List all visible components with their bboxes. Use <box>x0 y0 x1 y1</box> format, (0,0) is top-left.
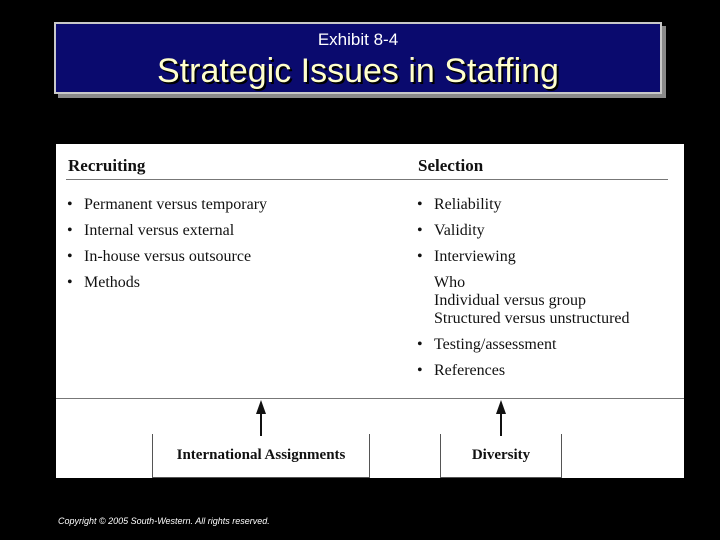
list-item: • Internal versus external <box>66 218 267 244</box>
list-item: • References <box>416 358 556 384</box>
selection-list-continued <box>416 332 556 384</box>
selection-heading: Selection <box>418 156 484 175</box>
list-item: • Methods <box>66 270 267 296</box>
recruiting-heading: Recruiting <box>68 156 146 175</box>
arrow-shaft <box>260 412 262 436</box>
list-item: • Permanent versus temporary <box>66 192 267 218</box>
diversity-box <box>440 434 562 478</box>
list-item-label: Interviewing <box>434 248 516 265</box>
sub-item: Individual versus group <box>434 292 586 309</box>
recruiting-list <box>66 192 267 296</box>
international-assignments-label: International Assignments <box>176 447 346 463</box>
exhibit-number: Exhibit 8-4 <box>317 30 399 49</box>
copyright-notice: Copyright © 2005 South-Western. All rights reserved. <box>58 516 270 526</box>
interviewing-sublist <box>416 272 630 328</box>
title-banner <box>54 22 662 94</box>
header-divider <box>66 179 668 180</box>
sub-item: Who <box>434 274 466 291</box>
diversity-label: Diversity <box>471 447 531 463</box>
list-item <box>416 244 516 270</box>
bottom-divider <box>56 398 684 399</box>
list-item: • Validity <box>416 218 516 244</box>
arrow-shaft <box>500 412 502 436</box>
page-title: Strategic Issues in Staffing <box>157 52 559 90</box>
list-item: • Testing/assessment <box>416 332 556 358</box>
international-assignments-box <box>152 434 370 478</box>
selection-list <box>416 192 516 270</box>
sub-item: Structured versus unstructured <box>434 310 630 327</box>
exhibit-panel <box>56 144 684 478</box>
list-item: • In-house versus outsource <box>66 244 267 270</box>
influences-area <box>56 398 684 478</box>
list-item: • Reliability <box>416 192 516 218</box>
